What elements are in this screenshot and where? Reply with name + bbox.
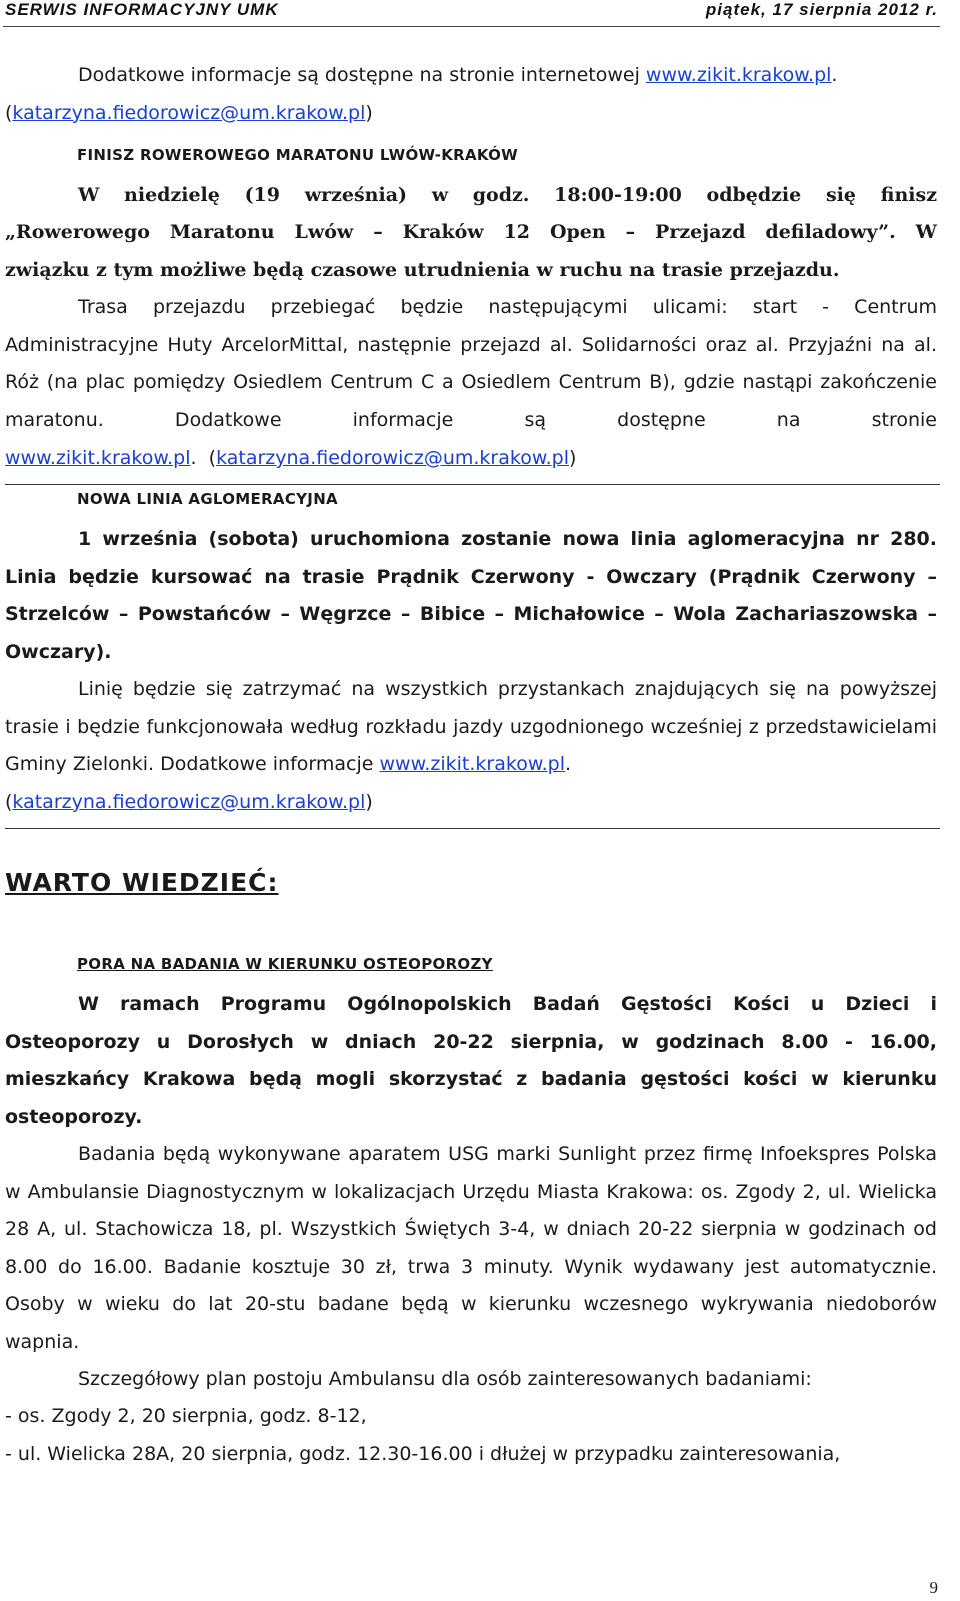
finisz-lead-line-2: „Rowerowego Maratonu Lwów – Kraków 12 Open – Przejazd defiladowy”. W	[5, 221, 937, 243]
email-link[interactable]: katarzyna.fiedorowicz@um.krakow.pl	[216, 447, 570, 469]
zikit-link[interactable]: www.zikit.krakow.pl	[379, 753, 566, 775]
pora-body: Badania będą wykonywane aparatem USG marki Sunlight przez firmę Infoekspres Polska w Ambulansie Diagnostycznym w lokalizacjach Urzędu Miasta Krakowa: os. Zgody 2, ul. Wielicka 28 A, ul. Stachowicza 18, pl. Wszystkich Świętych 3-4, w dniach 20-22 sierpnia w godzinach od 8.00 do 16.00. Badanie kosztuje 30 zł, trwa 3 minuty. Wynik wydawany jest automatycznie. Osoby w wieku do lat 20-stu badane będą w kierunku wczesnego wykrywania niedoborów wapnia.	[5, 1143, 937, 1353]
header-date: piątek, 17 sierpnia 2012 r.	[705, 0, 938, 19]
finisz-links	[5, 440, 937, 478]
finisz-paren-open: (	[196, 447, 217, 469]
warto-heading: WARTO WIEDZIEĆ:	[5, 868, 279, 897]
nowa-body	[5, 671, 937, 821]
pora-item-1: - os. Zgody 2, 20 sierpnia, godz. 8-12,	[5, 1405, 367, 1427]
finisz-lead-line-3: związku z tym możliwe będą czasowe utrudnienia w ruchu na trasie przejazdu.	[5, 259, 840, 281]
zikit-link[interactable]: www.zikit.krakow.pl	[645, 64, 832, 86]
finisz-heading: FINISZ ROWEROWEGO MARATONU LWÓW-KRAKÓW	[77, 146, 519, 164]
email-link[interactable]: katarzyna.fiedorowicz@um.krakow.pl	[12, 790, 366, 813]
section-divider	[5, 828, 940, 829]
page-number: 9	[929, 1578, 938, 1597]
pora-heading: PORA NA BADANIA W KIERUNKU OSTEOPOROZY	[77, 955, 493, 973]
intro-paren-open: (	[5, 101, 13, 124]
finisz-body: Trasa przejazdu przebiegać będzie następującymi ulicami: start - Centrum Administracyjne Huty ArcelorMittal, następnie przejazd al. Solidarności oraz al. Przyjaźni na al. Róż (na plac pomiędzy Osiedlem Centrum C a Osiedlem Centrum B), gdzie nastąpi zakończenie maratonu. Dodatkowe informacje są dostępne na stronie	[5, 296, 937, 431]
email-link[interactable]: katarzyna.fiedorowicz@um.krakow.pl	[12, 101, 366, 124]
zikit-link[interactable]: www.zikit.krakow.pl	[5, 447, 191, 469]
nowa-paren-close: )	[365, 790, 373, 813]
nowa-lead: 1 września (sobota) uruchomiona zostanie nowa linia aglomeracyjna nr 280. Linia będzie kursować na trasie Prądnik Czerwony - Owczary (Prądnik Czerwony – Strzelców – Powstańców – Węgrzce – Bibice – Michałowice – Wola Zachariaszowska – Owczary).	[5, 528, 937, 663]
intro-paren-close: )	[365, 101, 373, 124]
intro-period: .	[831, 64, 838, 86]
nowa-heading: NOWA LINIA AGLOMERACYJNA	[77, 490, 338, 508]
pora-plan: Szczegółowy plan postoju Ambulansu dla osób zainteresowanych badaniami:	[78, 1368, 812, 1390]
header-title: SERWIS INFORMACYJNY UMK	[5, 0, 279, 19]
nowa-paren-open: (	[5, 790, 13, 813]
nowa-body-text: Linię będzie się zatrzymać na wszystkich przystankach znajdujących się na powyższej trasie i będzie funkcjonowała według rozkładu jazdy uzgodnionego wcześniej z przedstawicielami Gminy Zielonki. Dodatkowe informacje	[5, 678, 937, 775]
header-divider	[3, 26, 940, 27]
intro-paragraph	[5, 57, 937, 132]
finisz-period: .	[190, 447, 197, 469]
pora-item-2: - ul. Wielicka 28A, 20 sierpnia, godz. 12.30-16.00 i dłużej w przypadku zainteresowania,	[5, 1443, 841, 1465]
finisz-lead-line-1: W niedzielę (19 września) w godz. 18:00-19:00 odbędzie się finisz	[78, 184, 937, 206]
intro-text: Dodatkowe informacje są dostępne na stronie internetowej	[78, 64, 646, 86]
finisz-paren-close: )	[569, 447, 577, 469]
pora-lead: W ramach Programu Ogólnopolskich Badań Gęstości Kości u Dzieci i Osteoporozy u Dorosłych w dniach 20-22 sierpnia, w godzinach 8.00 - 16.00, mieszkańcy Krakowa będą mogli skorzystać z badania gęstości kości w kierunku osteoporozy.	[5, 993, 937, 1128]
nowa-period: .	[565, 753, 572, 775]
section-divider	[5, 484, 940, 485]
